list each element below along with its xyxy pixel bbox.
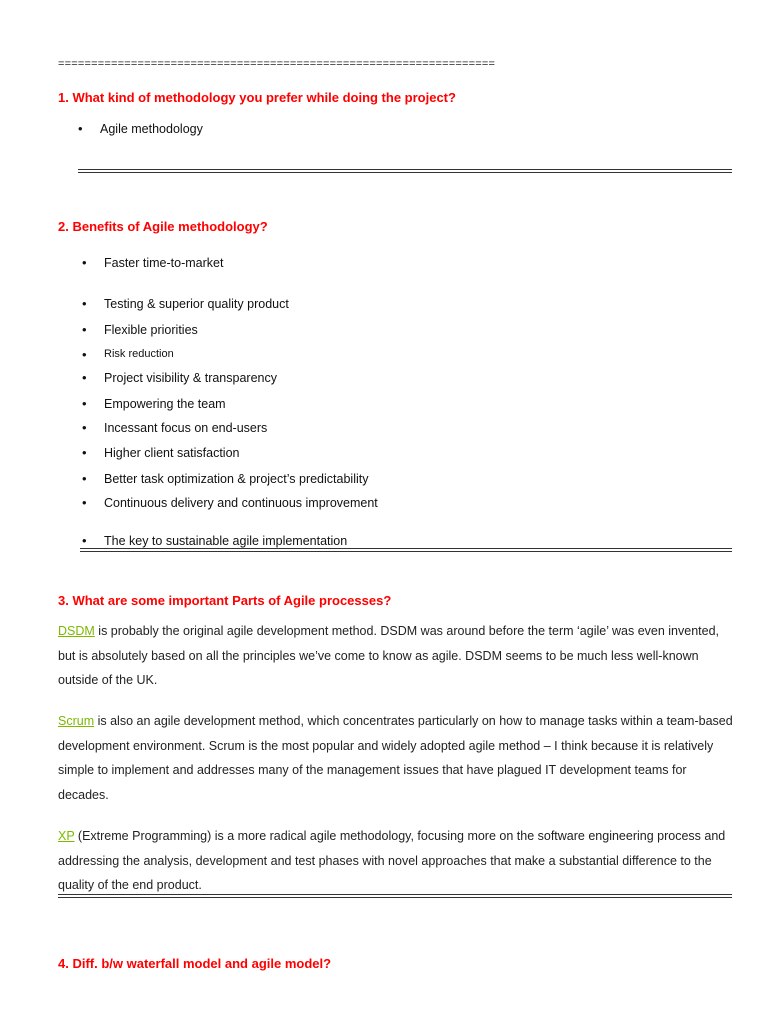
benefit-item: • Flexible priorities [104,323,198,337]
benefit-item: • Better task optimization & project’s predictability [104,472,368,486]
benefit-item: • The key to sustainable agile implementation [104,534,347,548]
benefit-item: • Incessant focus on end-users [104,421,267,435]
question-1-title: 1. What kind of methodology you prefer while doing the project? [58,90,456,105]
benefit-item: • Testing & superior quality product [104,297,289,311]
separator-line: ================================================================== [58,58,496,70]
scrum-link[interactable]: Scrum [58,714,95,728]
question-4-title: 4. Diff. b/w waterfall model and agile model? [58,956,332,971]
scrum-paragraph [58,709,733,807]
dsdm-paragraph [58,619,733,693]
dsdm-link[interactable]: DSDM [58,624,95,638]
divider-1 [78,169,732,173]
benefit-item: • Faster time-to-market [104,256,223,270]
q1-answer-item: • Agile methodology [100,122,203,136]
dsdm-text: is probably the original agile development method. DSDM was around before the term ‘agile’ was even invented, but is absolutely based on all the principles we’ve come to know as agile. DSDM seems to be much less well-known outside of the UK. [58,624,720,687]
benefit-item: • Continuous delivery and continuous improvement [104,496,378,510]
xp-link[interactable]: XP [58,829,75,843]
xp-text: (Extreme Programming) is a more radical agile methodology, focusing more on the software engineering process and addressing the analysis, development and test phases with novel approaches that make a substantial difference to the quality of the end product. [58,829,726,892]
benefit-item: • Project visibility & transparency [104,371,277,385]
divider-2 [80,548,732,552]
question-2-title: 2. Benefits of Agile methodology? [58,219,268,234]
question-3-title: 3. What are some important Parts of Agile processes? [58,593,392,608]
benefit-item: • Risk reduction [104,348,174,360]
xp-paragraph [58,824,733,898]
benefit-item: • Empowering the team [104,397,226,411]
benefit-item: • Higher client satisfaction [104,446,239,460]
divider-3 [58,894,732,898]
scrum-text: is also an agile development method, which concentrates particularly on how to manage tasks within a team-based development environment. Scrum is the most popular and widely adopted agile method – I think because it is relatively simple to implement and addresses many of the management issues that have plagued IT development teams for decades. [58,714,733,802]
